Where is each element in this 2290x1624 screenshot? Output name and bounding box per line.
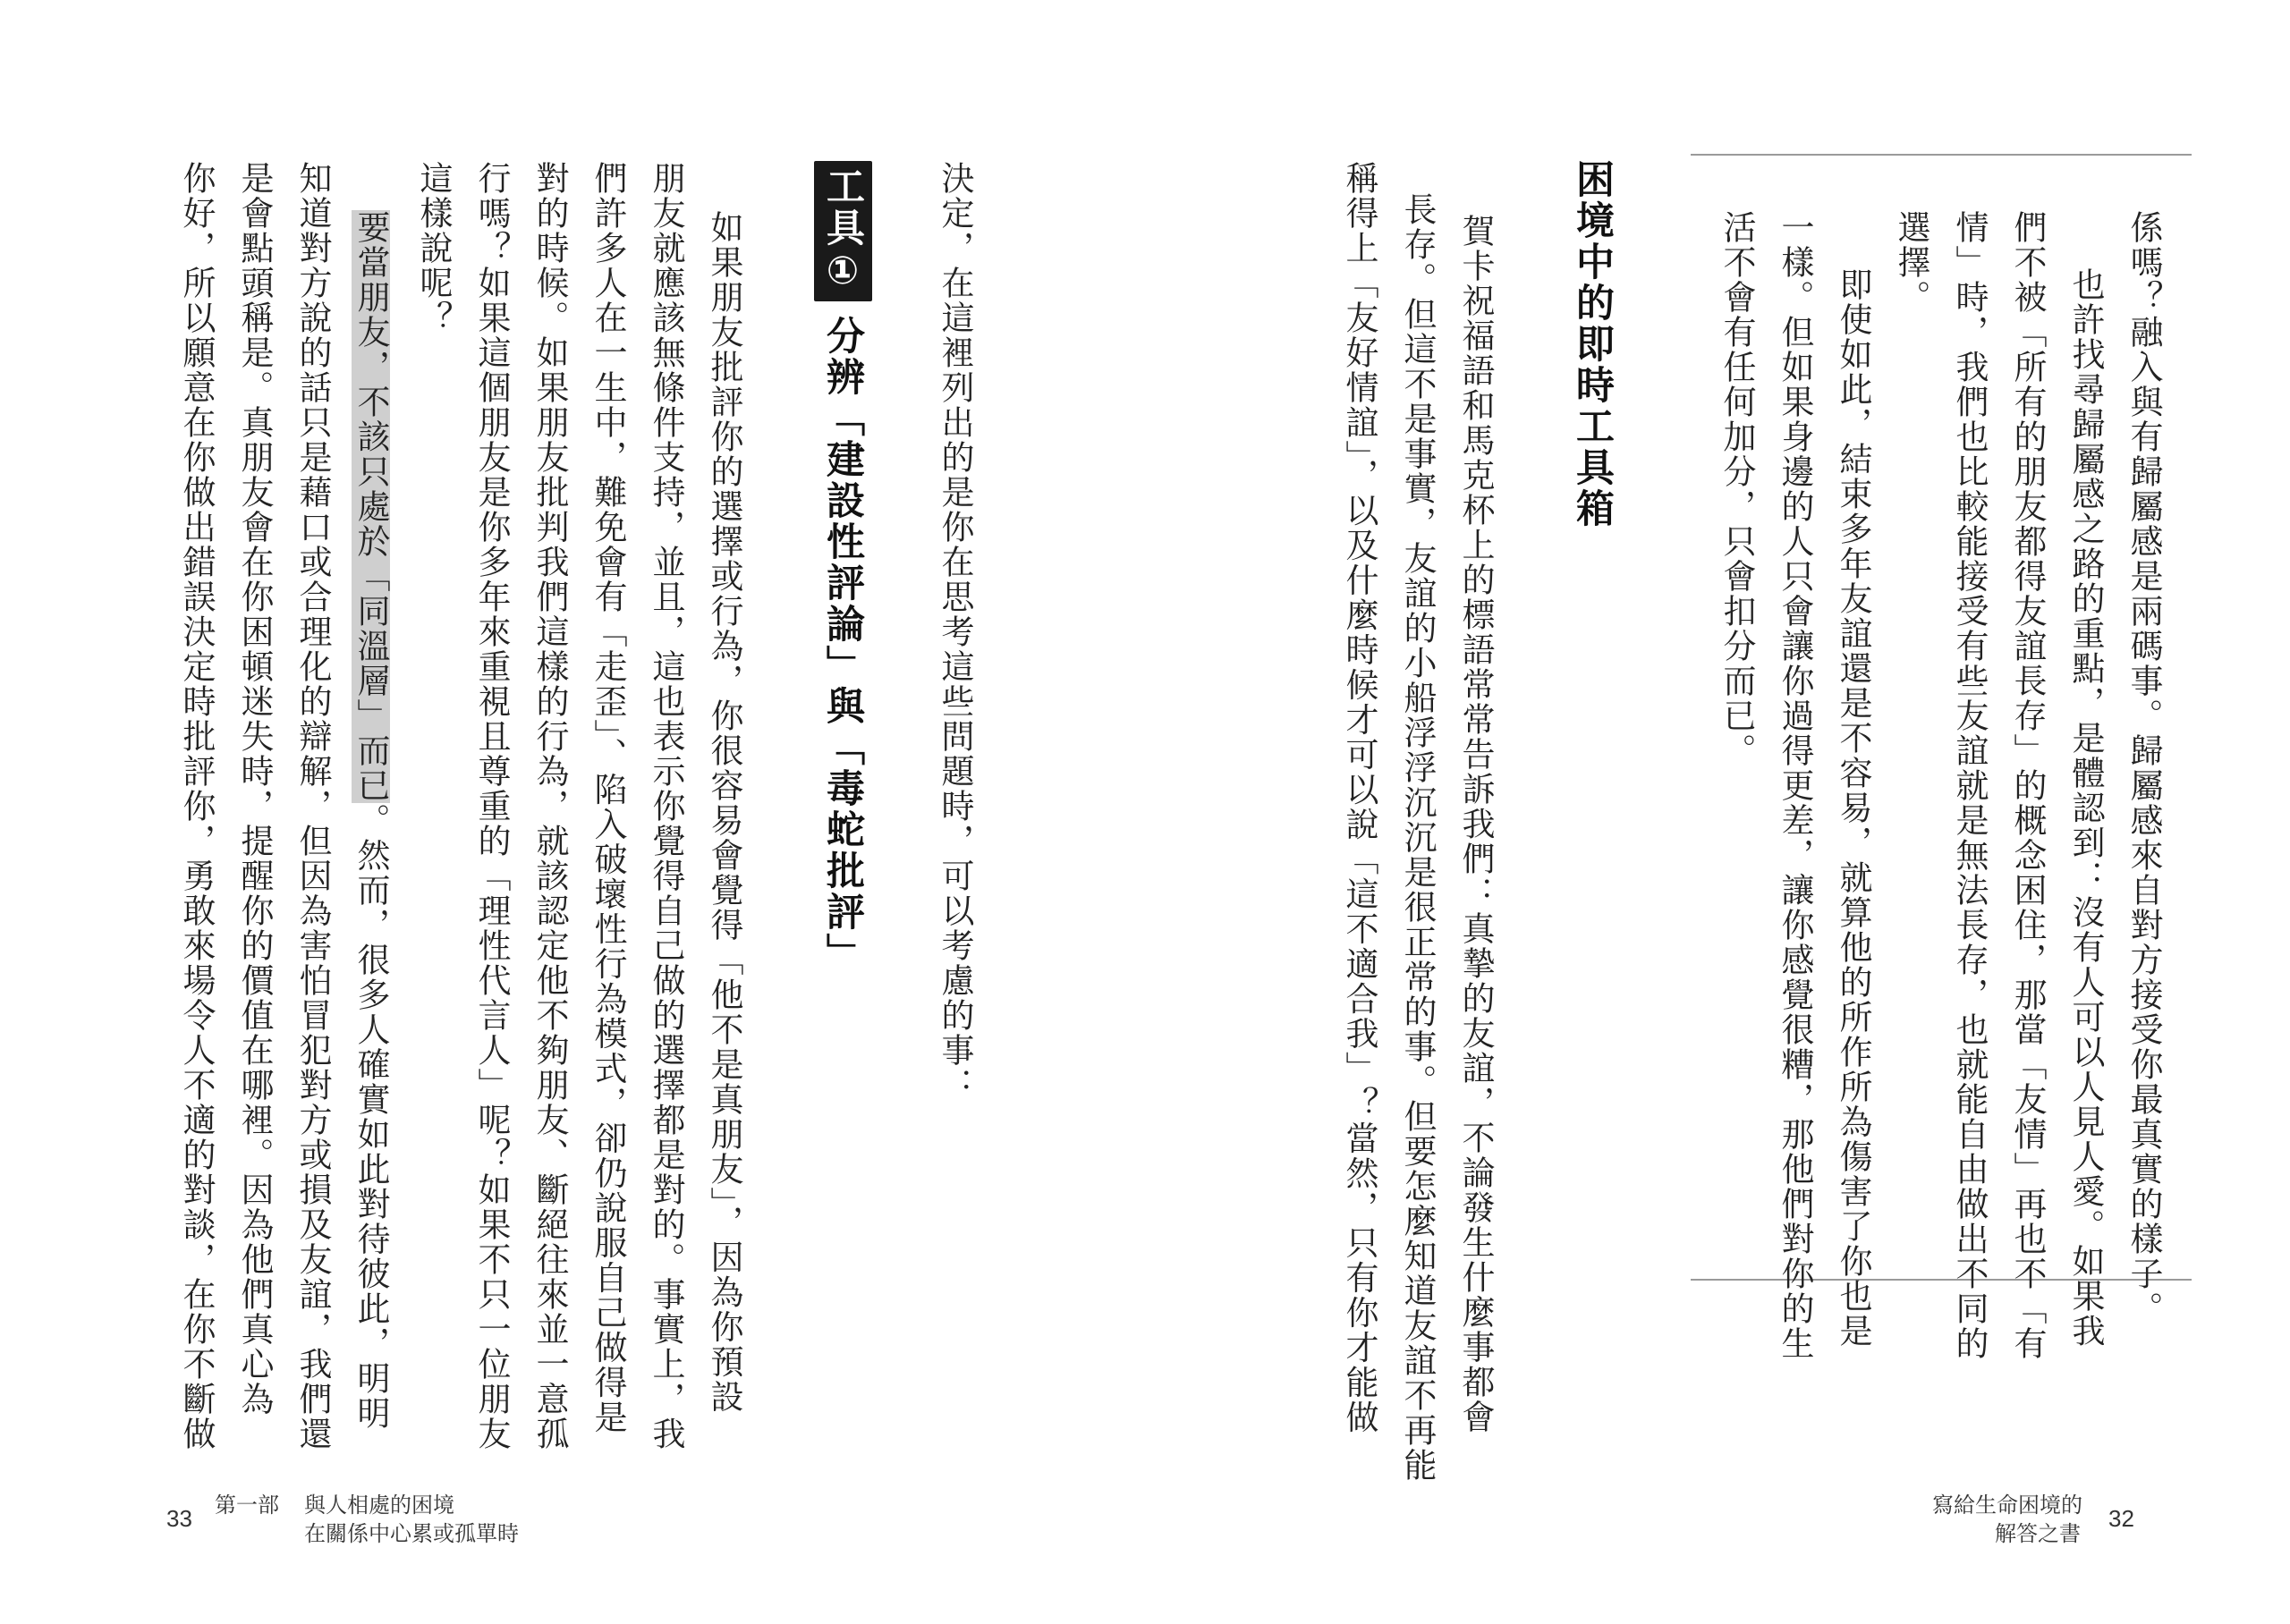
section-line: 稱得上「友好情誼」，以及什麼時候才可以說「這不適合我」？當然，只有你才能做 [1340,161,1378,1435]
paragraph1-line: 這樣說呢？ [414,161,453,335]
page-number: 32 [2108,1505,2134,1532]
paragraph2-first-line [349,210,392,1431]
section-line: 賀卡祝福語和馬克杯上的標語常常告訴我們：真摯的友誼，不論發生什麼事都會 [1456,179,1495,1434]
right-page [1145,0,2290,1624]
paragraph1-line: 們許多人在一生中，難免會有「走歪」、陷入破壞性行為模式，卻仍說服自己做得是 [589,161,627,1435]
paragraph2-line: 你好，所以願意在你做出錯誤決定時批評你，勇敢來場令人不適的對談，在你不斷做 [177,161,216,1451]
intro-line: 決定，在這裡列出的是你在思考這些問題時，可以考慮的事： [936,161,974,1103]
highlighted-phrase: 要當朋友，不該只處於「同溫層」而已 [352,210,390,803]
paragraph1-line: 行嗎？如果這個朋友是你多年來重視且尊重的「理性代言人」呢？如果不只一位朋友 [472,161,511,1451]
footer-title-line1: 寫給生命困境的 [1932,1493,2082,1518]
paragraph1-line: 朋友就應該無條件支持，並且，這也表示你覺得自己做的選擇都是對的。事實上，我 [647,161,685,1451]
paragraph1-line: 對的時候。如果朋友批判我們這樣的行為，就該認定他不夠朋友、斷絕往來並一意孤 [530,161,569,1451]
tool-title: 分辨「建設性評論」與「毒蛇批評」 [820,316,865,974]
section-heading: 困境中的即時工具箱 [1570,159,1615,529]
box-bottom-rule [1691,1279,2192,1281]
box-line: 活不會有任何加分，只會扣分而已。 [1718,210,1756,768]
tool-badge: 工具① [814,161,872,301]
box-top-rule [1691,154,2192,156]
footer-part: 第一部 [215,1493,279,1518]
footer-title-line2: 在關係中心累或孤單時 [304,1521,519,1546]
box-line: 們不被「所有的朋友都得友誼長存」的概念困住，那當「友情」再也不「有 [2008,210,2047,1361]
page-number: 33 [166,1505,192,1532]
tool-heading [814,161,872,974]
box-line: 即使如此，結束多年友誼還是不容易，就算他的所作所為傷害了你也是 [1834,233,1872,1349]
box-line: 情」時，我們也比較能接受有些友誼就是無法長存，也就能自由做出不同的 [1950,210,1989,1361]
paragraph2-first-line-rest: 。然而，很多人確實如此對待彼此，明明 [352,803,390,1431]
section-line: 長存。但這不是事實，友誼的小船浮浮沉沉是很正常的事。但要怎麼知道友誼不再能 [1398,192,1437,1483]
box-line: 係嗎？融入與有歸屬感是兩碼事。歸屬感來自對方接受你最真實的樣子。 [2125,210,2163,1326]
box-line: 一樣。但如果身邊的人只會讓你過得更差，讓你感覺很糟，那他們對你的生 [1776,210,1814,1361]
box-line: 也許找尋歸屬感之路的重點，是體認到：沒有人可以人見人愛。如果我 [2066,233,2105,1349]
paragraph1-line: 如果朋友批評你的選擇或行為，你很容易會覺得「他不是真朋友」，因為你預設 [705,210,743,1415]
paragraph2-line: 知道對方說的話只是藉口或合理化的辯解，但因為害怕冒犯對方或損及友誼，我們還 [293,161,332,1451]
paragraph2-line: 是會點頭稱是。真朋友會在你困頓迷失時，提醒你的價值在哪裡。因為他們真心為 [235,161,274,1417]
box-line: 選擇。 [1892,210,1930,315]
footer-title-line2: 解答之書 [1995,1521,2081,1546]
footer-title-line1: 與人相處的困境 [304,1493,454,1518]
